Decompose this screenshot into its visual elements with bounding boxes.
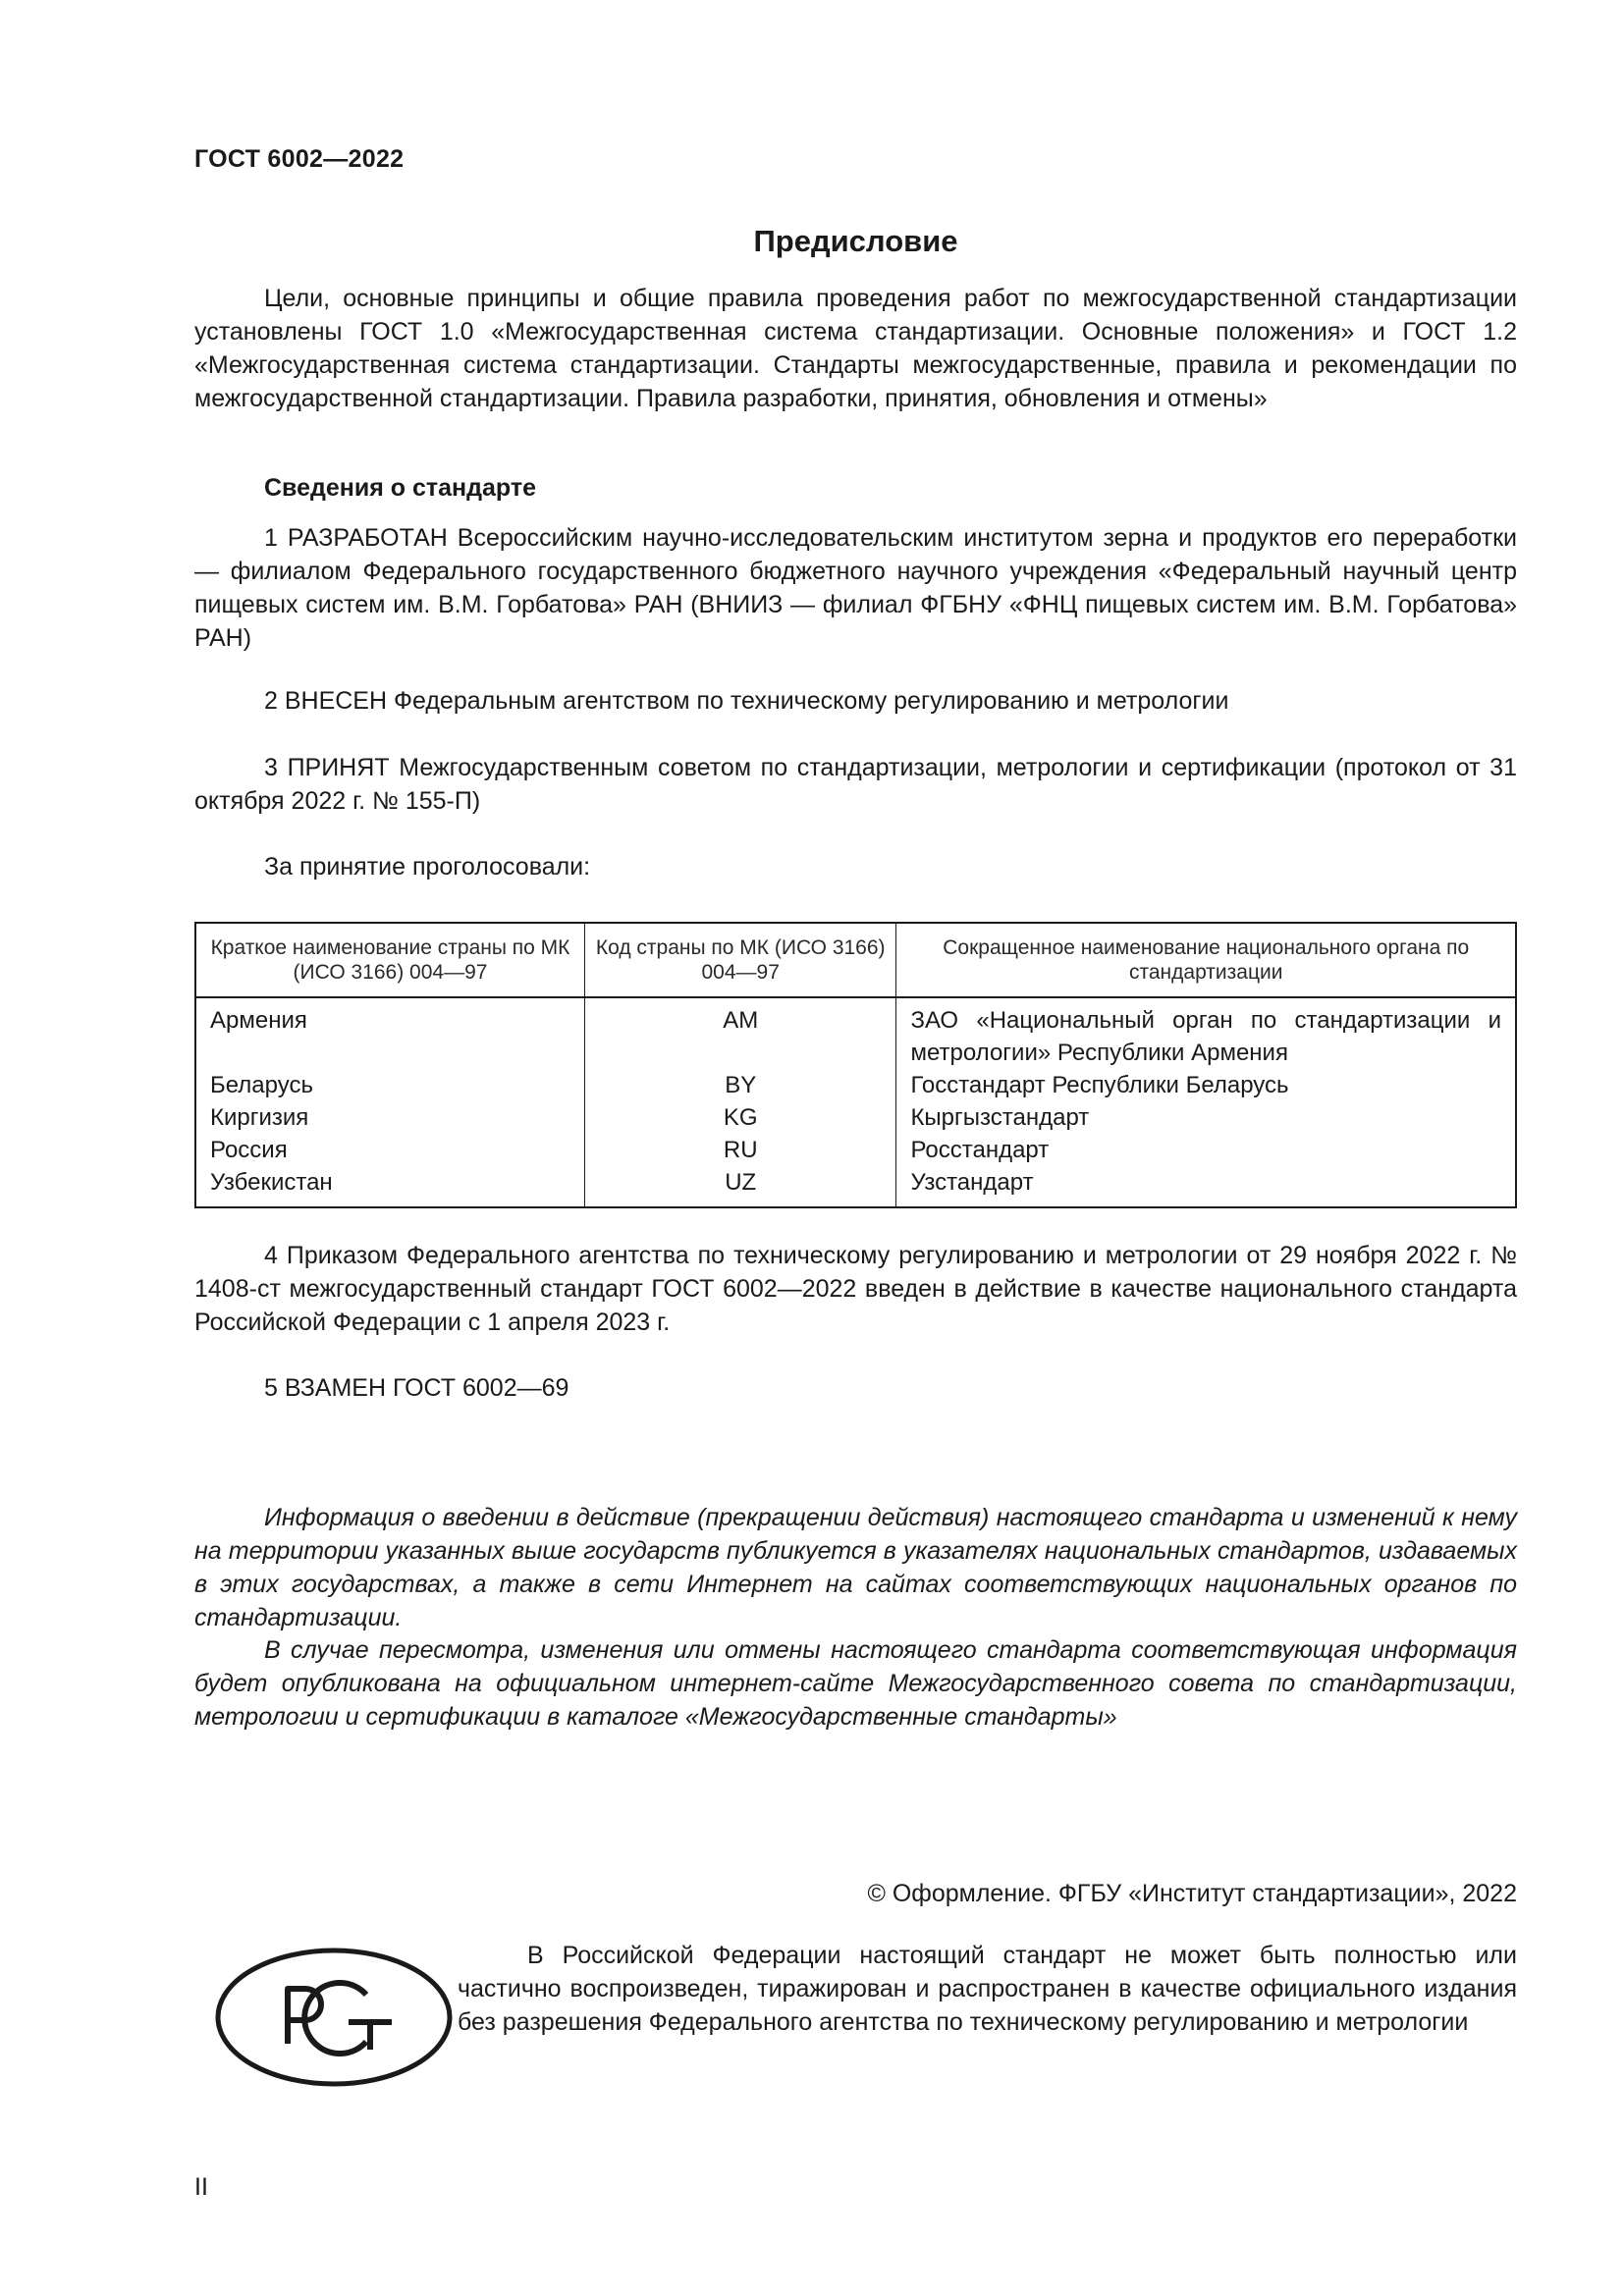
national-body: Узстандарт bbox=[910, 1169, 1034, 1196]
national-body: Росстандарт bbox=[910, 1137, 1050, 1163]
table-header-row bbox=[195, 923, 1516, 997]
table-row bbox=[195, 997, 1516, 1069]
table-row bbox=[195, 1101, 1516, 1134]
country-code: KG bbox=[584, 1101, 895, 1134]
item-5-replaces: 5 ВЗАМЕН ГОСТ 6002—69 bbox=[264, 1374, 569, 1402]
header-national-body: Сокращенное наименование национального органа по стандартизации bbox=[896, 923, 1516, 997]
table-row bbox=[195, 1166, 1516, 1207]
country-name: Армения bbox=[195, 997, 584, 1069]
header-country-code: Код страны по МК (ИСО 3166) 004—97 bbox=[584, 923, 895, 997]
votes-table bbox=[194, 922, 1517, 1208]
page-number: II bbox=[194, 2173, 208, 2201]
item-4-order: 4 Приказом Федерального агентства по техническому регулированию и метрологии от 29 ноября 2022 г. № 1408-ст межгосударственный стандарт ГОСТ 6002—2022 введен в действие в качестве национального стандарта Российской Федерации с 1 апреля 2023 г. bbox=[194, 1242, 1517, 1336]
country-name: Беларусь bbox=[195, 1069, 584, 1101]
country-code: AM bbox=[584, 997, 895, 1069]
country-name: Узбекистан bbox=[195, 1166, 584, 1207]
item-2-submitted: 2 ВНЕСЕН Федеральным агентством по техническому регулированию и метрологии bbox=[264, 687, 1229, 715]
votes-label: За принятие проголосовали: bbox=[264, 853, 591, 881]
table-row bbox=[195, 1134, 1516, 1166]
country-name: Киргизия bbox=[195, 1101, 584, 1134]
table-row bbox=[195, 1069, 1516, 1101]
italic-revision-paragraph: В случае пересмотра, изменения или отмены настоящего стандарта соответствующая информация будет опубликована на официальном интернет-сайте Межгосударственного совета по стандартизации, метрологии и сертификации в каталоге «Межгосударственные стандарты» bbox=[194, 1636, 1517, 1731]
national-body: ЗАО «Национальный орган по стандартизации и метрологии» Республики Армения bbox=[910, 1007, 1501, 1066]
info-heading: Сведения о стандарте bbox=[264, 474, 537, 502]
intro-paragraph: Цели, основные принципы и общие правила проведения работ по межгосударственной стандартизации установлены ГОСТ 1.0 «Межгосударственная система стандартизации. Основные положения» и ГОСТ 1.2 «Межгосударственная система стандартизации. Стандарты межгосударственные, правила и рекомендации по межгосударственной стандартизации. Правила разработки, принятия, обновления и отмены» bbox=[194, 285, 1517, 412]
country-code: BY bbox=[584, 1069, 895, 1101]
country-code: RU bbox=[584, 1134, 895, 1166]
document-code-header: ГОСТ 6002—2022 bbox=[194, 145, 405, 173]
item-3-adopted: 3 ПРИНЯТ Межгосударственным советом по стандартизации, метрологии и сертификации (протокол от 31 октября 2022 г. № 155-П) bbox=[194, 754, 1517, 815]
rst-certification-mark-icon bbox=[211, 1944, 457, 2091]
country-code: UZ bbox=[584, 1166, 895, 1207]
copyright-notice: В Российской Федерации настоящий стандарт не может быть полностью или частично воспроизведен, тиражирован и распространен в качестве официального издания без разрешения Федерального агентства по техническому регулированию и метрологии bbox=[458, 1942, 1517, 2036]
item-1-developed: 1 РАЗРАБОТАН Всероссийским научно-исследовательским институтом зерна и продуктов его переработки — филиалом Федерального государственного бюджетного научного учреждения «Федеральный научный центр пищевых систем им. В.М. Горбатова» РАН (ВНИИЗ — филиал ФГБНУ «ФНЦ пищевых систем им. В.М. Горбатова» РАН) bbox=[194, 524, 1517, 652]
national-body: Кыргызстандарт bbox=[910, 1104, 1090, 1131]
header-country-name: Краткое наименование страны по МК (ИСО 3166) 004—97 bbox=[195, 923, 584, 997]
italic-info-paragraph: Информация о введении в действие (прекращении действия) настоящего стандарта и изменений к нему на территории указанных выше государств публикуется в указателях национальных стандартов, издаваемых в этих государствах, а также в сети Интернет на сайтах соответствующих национальных органов по стандартизации. bbox=[194, 1504, 1517, 1631]
country-name: Россия bbox=[195, 1134, 584, 1166]
copyright-line: © Оформление. ФГБУ «Институт стандартизации», 2022 bbox=[867, 1880, 1517, 1907]
national-body: Госстандарт Республики Беларусь bbox=[910, 1072, 1289, 1098]
page-title: Предисловие bbox=[753, 224, 958, 258]
